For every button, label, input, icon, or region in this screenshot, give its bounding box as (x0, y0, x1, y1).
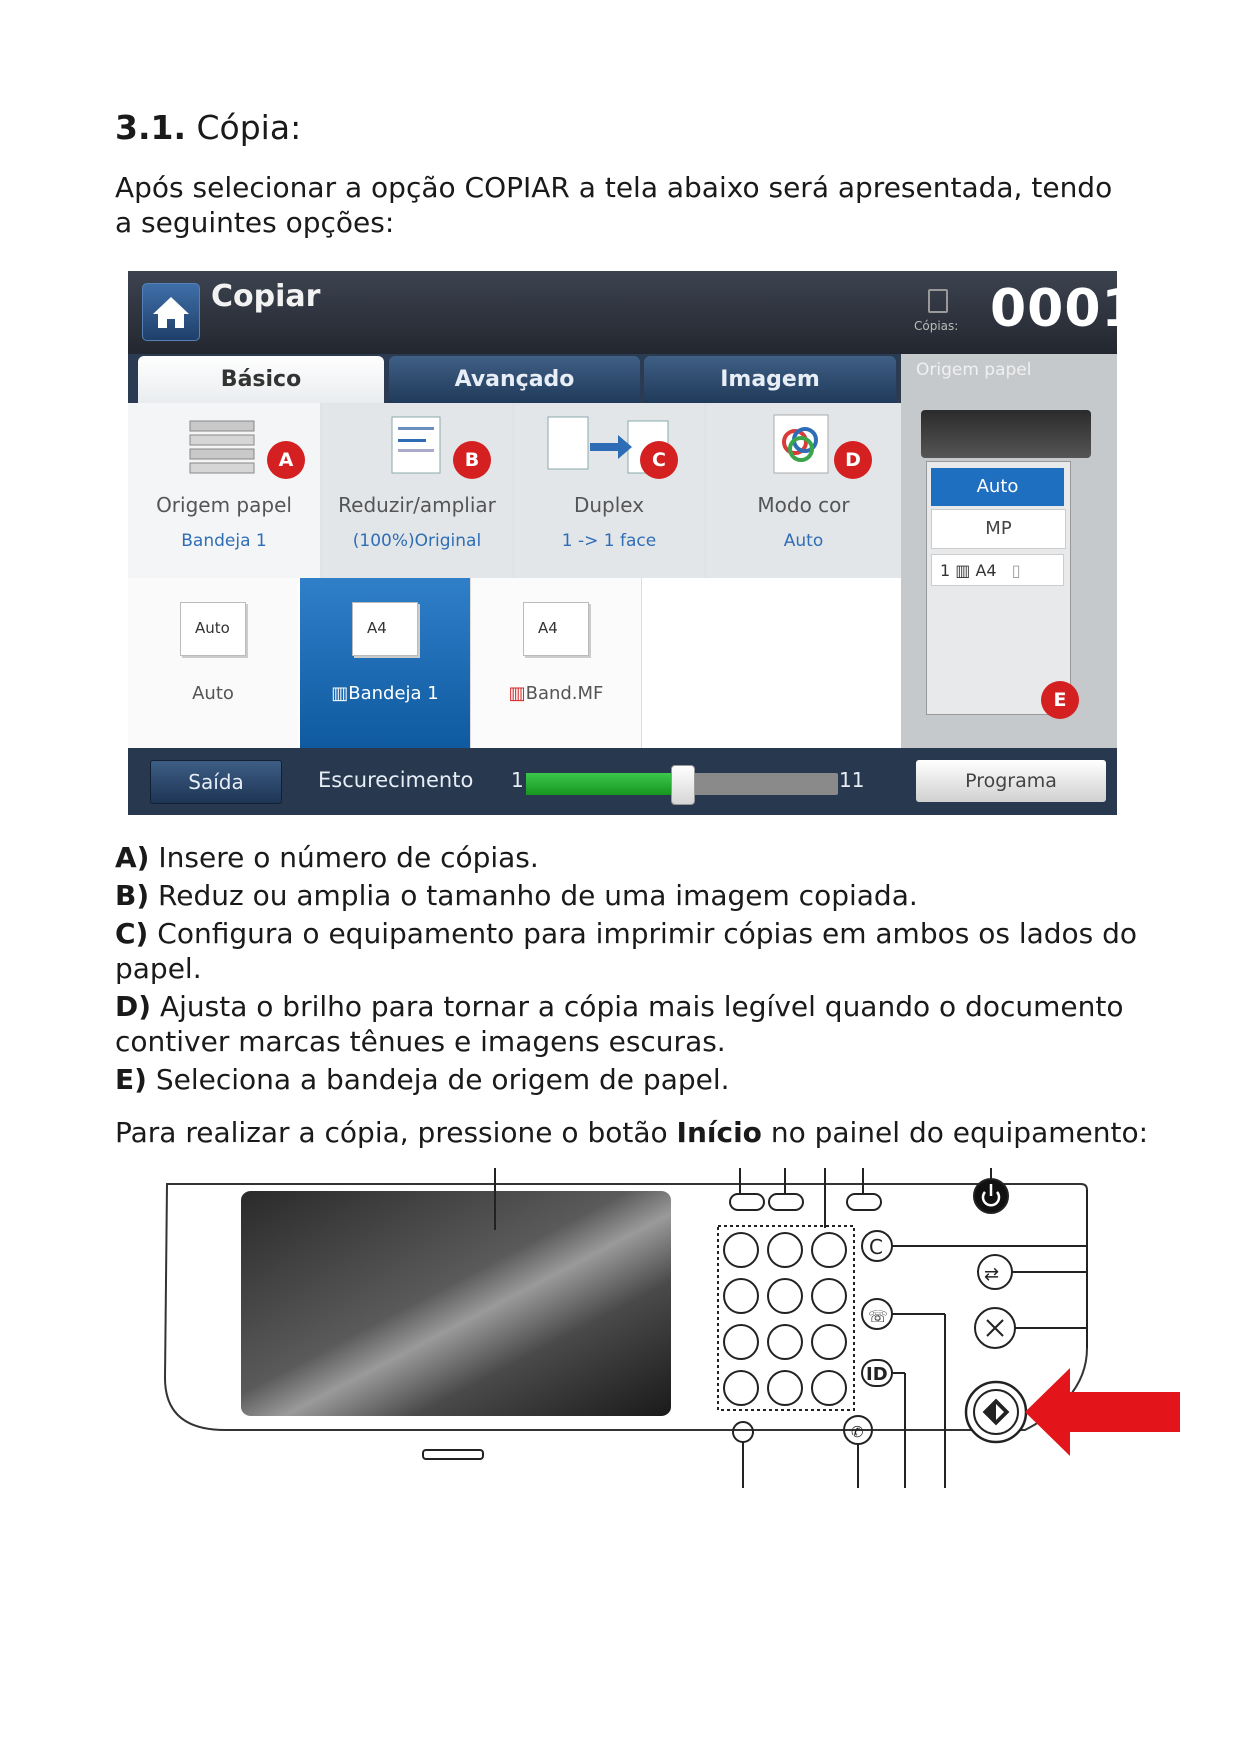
tray-bandeja-1[interactable] (300, 578, 470, 748)
resize-page-icon (380, 413, 452, 477)
option-title: Origem papel (156, 493, 292, 517)
darkness-slider-knob[interactable] (671, 765, 695, 805)
printer-icon (921, 410, 1091, 458)
list-item: C) Configura o equipamento para imprimir cópias em ambos os lados do papel. (115, 917, 1138, 985)
side-tray-row[interactable]: 1 ▥ A4 ▯ (931, 554, 1064, 586)
side-title: Origem papel (916, 360, 1032, 380)
description-list (115, 840, 1145, 1100)
page-icon: A4 (523, 602, 589, 656)
side-mp-button[interactable]: MP (931, 509, 1066, 549)
svg-text:ID: ID (866, 1364, 888, 1385)
section-heading (115, 108, 301, 147)
svg-text:☏: ☏ (868, 1307, 889, 1326)
tray-band-mf[interactable] (470, 578, 642, 748)
copy-screen-screenshot (128, 271, 1139, 815)
tab-imagem[interactable]: Imagem (644, 356, 896, 403)
program-button[interactable]: Programa (916, 760, 1106, 802)
option-value: 1 -> 1 face (561, 531, 657, 551)
manual-tray-icon: ▥ (508, 683, 526, 704)
option-modo-cor[interactable] (706, 403, 901, 578)
paper-stack-icon (186, 413, 258, 477)
copies-count[interactable]: 0001 (990, 279, 1139, 339)
list-item: E) Seleciona a bandeja de origem de papel. (115, 1063, 730, 1096)
tray-auto[interactable] (128, 578, 298, 748)
option-title: Reduzir/ampliar (338, 493, 496, 517)
darkness-slider-fill (526, 773, 682, 795)
darkness-label: Escurecimento (318, 768, 474, 792)
option-value: Auto (783, 531, 824, 551)
home-button[interactable] (142, 283, 200, 341)
tray-empty (642, 578, 901, 748)
svg-text:✆: ✆ (851, 1423, 864, 1441)
page-icon: ▯ (1011, 561, 1021, 580)
tray-label: ▥Bandeja 1 (331, 683, 439, 704)
option-reduzir-ampliar[interactable] (322, 403, 512, 578)
badge-c: C (640, 441, 678, 479)
tray-label: ▥Band.MF (508, 683, 604, 704)
tray-label: Auto (192, 683, 234, 704)
option-duplex[interactable] (514, 403, 704, 578)
list-item: D) Ajusta o brilho para tornar a cópia mais legível quando o documento contiver marcas tênues e imagens escuras. (115, 990, 1124, 1058)
side-auto-button[interactable]: Auto (931, 468, 1064, 506)
option-origem-papel[interactable] (128, 403, 320, 578)
option-value: (100%)Original (352, 531, 482, 551)
tray-icon: ▥ (331, 683, 349, 704)
badge-b: B (453, 441, 491, 479)
option-title: Modo cor (757, 493, 850, 517)
darkness-slider[interactable] (526, 773, 838, 795)
darkness-min: 1 (511, 768, 524, 792)
copies-label: Cópias: (914, 319, 959, 333)
badge-e: E (1041, 681, 1079, 719)
lcd-screen (241, 1191, 671, 1416)
exit-button[interactable]: Saída (150, 760, 282, 804)
app-title: Copiar (211, 279, 321, 314)
option-title: Duplex (573, 493, 645, 517)
color-rings-icon (764, 413, 836, 477)
tab-basico[interactable]: Básico (138, 356, 384, 403)
svg-text:C: C (869, 1235, 883, 1259)
darkness-max: 11 (839, 768, 865, 792)
closing-paragraph: Para realizar a cópia, pressione o botão Início no painel do equipamento: (115, 1116, 1149, 1149)
tab-avancado[interactable]: Avançado (389, 356, 640, 403)
control-panel-diagram (145, 1168, 1205, 1488)
home-icon (143, 284, 199, 340)
copies-icon (928, 289, 948, 313)
option-value: Bandeja 1 (181, 531, 267, 551)
badge-a: A (267, 441, 305, 479)
badge-d: D (834, 441, 872, 479)
list-item: A) Insere o número de cópias. (115, 841, 539, 874)
page-icon: A4 (352, 602, 418, 656)
intro-paragraph: Após selecionar a opção COPIAR a tela abaixo será apresentada, tendo a seguintes opções: (115, 171, 1113, 239)
list-item: B) Reduz ou amplia o tamanho de uma imagem copiada. (115, 879, 918, 912)
svg-text:⇄: ⇄ (984, 1264, 1000, 1285)
section-number: 3.1. (115, 108, 186, 147)
section-title: Cópia: (196, 108, 302, 147)
page-icon: Auto (180, 602, 246, 656)
